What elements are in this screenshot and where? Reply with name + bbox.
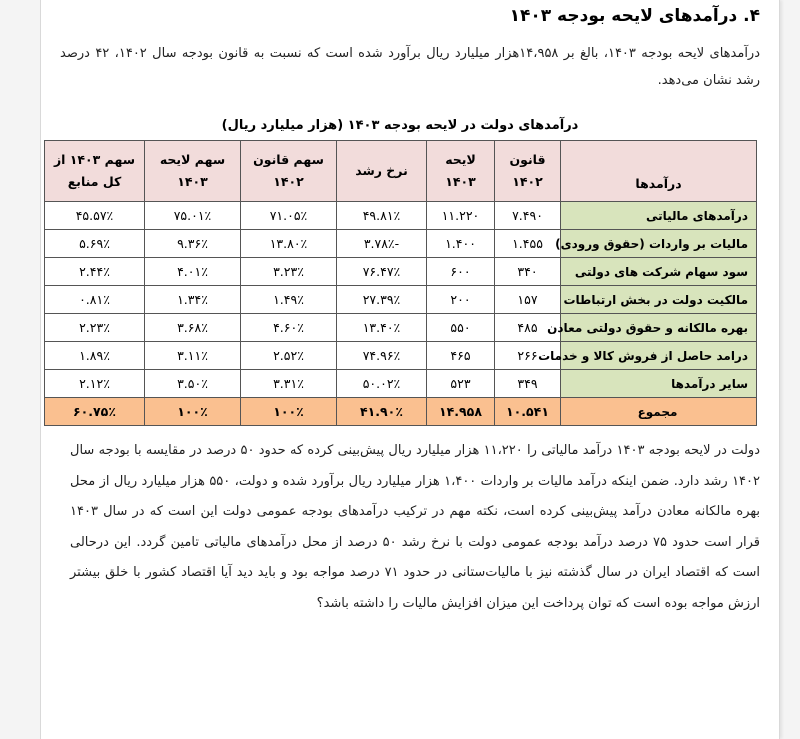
header-growth: نرخ رشد <box>337 141 427 202</box>
cell-growth: -۳.۷۸٪ <box>337 230 427 258</box>
cell-share1403: ۳.۱۱٪ <box>145 342 241 370</box>
section-heading: ۴. درآمدهای لایحه بودجه ۱۴۰۳ <box>509 6 760 26</box>
row-item: مالکیت دولت در بخش ارتباطات <box>561 286 757 314</box>
cell-law1402: ۱۵۷ <box>495 286 561 314</box>
cell-bill1403: ۴۶۵ <box>427 342 495 370</box>
table-title: درآمدهای دولت در لایحه بودجه ۱۴۰۳ (هزار میلیارد ریال) <box>221 118 579 133</box>
cell-growth: ۷۶.۴۷٪ <box>337 258 427 286</box>
row-item: سود سهام شرکت های دولتی <box>561 258 757 286</box>
cell-share1402: ۱.۴۹٪ <box>241 286 337 314</box>
cell-share1403: ۷۵.۰۱٪ <box>145 202 241 230</box>
body-paragraph-text: دولت در لایحه بودجه ۱۴۰۳ درآمد مالیاتی را ۱۱،۲۲۰ هزار میلیارد ریال پیش‌بینی کرده که حدود ۵۰ درصد در مقایسه با بودجه سال ۱۴۰۲ رشد دارد. ضمن اینکه درآمد مالیات بر واردات ۱،۴۰۰ هزار میلیارد ریال برآورد شده و دولت، ۵۵۰ هزار میلیارد ریال از محل بهره مالکانه معادن درآمد پیش‌بینی کرده است، نکته مهم در ترکیب درآمدهای بودجه عمومی دولت این است که در سال ۱۴۰۳ قرار است حدود ۷۵ درصد درآمد بودجه عمومی دولت با نرخ رشد ۵۰ درصد از محل درآمدهای مالیاتی تامین گردد. این درحالی است که اقتصاد ایران در سال گذشته نیز با مالیات‌ستانی در حدود ۷۱ درصد مواجه بود و باید دید آیا اقتصاد کشور با خلق بیشتر ارزش مواجه بوده است که توان پرداخت این میزان افزایش مالیات را داشته باشد؟ <box>70 443 761 611</box>
cell-share1403: ۳.۵۰٪ <box>145 370 241 398</box>
table-total-row <box>45 398 757 426</box>
cell-growth: ۴۹.۸۱٪ <box>337 202 427 230</box>
intro-paragraph: درآمدهای لایحه بودجه ۱۴۰۳، بالغ بر ۱۴،۹۵۸هزار میلیارد ریال برآورد شده است که نسبت به قانون بودجه سال ۱۴۰۲، ۴۲ درصد رشد نشان می‌دهد. <box>60 46 761 88</box>
cell-law1402: ۳۴۹ <box>495 370 561 398</box>
cell-bill1403: ۶۰۰ <box>427 258 495 286</box>
cell-law1402: ۷.۴۹۰ <box>495 202 561 230</box>
cell-growth: ۵۰.۰۲٪ <box>337 370 427 398</box>
header-bill1403: لایحه ۱۴۰۳ <box>427 141 495 202</box>
total-law1402: ۱۰.۵۴۱ <box>495 398 561 426</box>
table-row <box>45 286 757 314</box>
revenue-table <box>44 140 757 426</box>
cell-share-total: ۱.۸۹٪ <box>45 342 145 370</box>
cell-law1402: ۴۸۵ <box>495 314 561 342</box>
cell-growth: ۱۳.۴۰٪ <box>337 314 427 342</box>
cell-share1403: ۳.۶۸٪ <box>145 314 241 342</box>
header-item: درآمدها <box>561 141 757 202</box>
cell-bill1403: ۱.۴۰۰ <box>427 230 495 258</box>
cell-bill1403: ۲۰۰ <box>427 286 495 314</box>
table-row <box>45 370 757 398</box>
row-item: درامد حاصل از فروش کالا و خدمات <box>561 342 757 370</box>
cell-share-total: ۰.۸۱٪ <box>45 286 145 314</box>
table-row <box>45 202 757 230</box>
table-row <box>45 314 757 342</box>
total-label: مجموع <box>561 398 757 426</box>
cell-share-total: ۴۵.۵۷٪ <box>45 202 145 230</box>
cell-growth: ۲۷.۳۹٪ <box>337 286 427 314</box>
cell-law1402: ۳۴۰ <box>495 258 561 286</box>
viewer-left-margin <box>0 0 40 739</box>
row-item: مالیات بر واردات (حقوق ورودی) <box>561 230 757 258</box>
total-share1402: ۱۰۰٪ <box>241 398 337 426</box>
total-bill1403: ۱۴.۹۵۸ <box>427 398 495 426</box>
header-share1402: سهم قانون ۱۴۰۲ <box>241 141 337 202</box>
cell-law1402: ۲۶۶ <box>495 342 561 370</box>
header-law1402: قانون ۱۴۰۲ <box>495 141 561 202</box>
header-share-total: سهم ۱۴۰۳ از کل منابع <box>45 141 145 202</box>
cell-share1402: ۳.۲۳٪ <box>241 258 337 286</box>
total-share1403: ۱۰۰٪ <box>145 398 241 426</box>
cell-share1402: ۱۳.۸۰٪ <box>241 230 337 258</box>
cell-share-total: ۲.۲۳٪ <box>45 314 145 342</box>
row-item: درآمدهای مالیاتی <box>561 202 757 230</box>
row-item: سایر درآمدها <box>561 370 757 398</box>
cell-share1403: ۴.۰۱٪ <box>145 258 241 286</box>
cell-share-total: ۲.۱۲٪ <box>45 370 145 398</box>
cell-share1402: ۴.۶۰٪ <box>241 314 337 342</box>
cell-bill1403: ۵۲۳ <box>427 370 495 398</box>
table-row <box>45 342 757 370</box>
cell-bill1403: ۱۱.۲۲۰ <box>427 202 495 230</box>
cell-share1402: ۲.۵۲٪ <box>241 342 337 370</box>
row-item: بهره مالکانه و حقوق دولتی معادن <box>561 314 757 342</box>
table-row <box>45 258 757 286</box>
body-paragraph <box>70 436 760 619</box>
cell-growth: ۷۴.۹۶٪ <box>337 342 427 370</box>
total-growth: ۴۱.۹۰٪ <box>337 398 427 426</box>
header-share1403: سهم لایحه ۱۴۰۳ <box>145 141 241 202</box>
cell-bill1403: ۵۵۰ <box>427 314 495 342</box>
cell-share1402: ۳.۳۱٪ <box>241 370 337 398</box>
cell-share-total: ۲.۴۴٪ <box>45 258 145 286</box>
table-header-row <box>45 141 757 202</box>
table-row <box>45 230 757 258</box>
total-share-total: ۶۰.۷۵٪ <box>45 398 145 426</box>
cell-share1403: ۱.۳۴٪ <box>145 286 241 314</box>
cell-share1402: ۷۱.۰۵٪ <box>241 202 337 230</box>
cell-share-total: ۵.۶۹٪ <box>45 230 145 258</box>
cell-share1403: ۹.۳۶٪ <box>145 230 241 258</box>
viewer-right-margin <box>778 0 800 739</box>
cell-law1402: ۱.۴۵۵ <box>495 230 561 258</box>
